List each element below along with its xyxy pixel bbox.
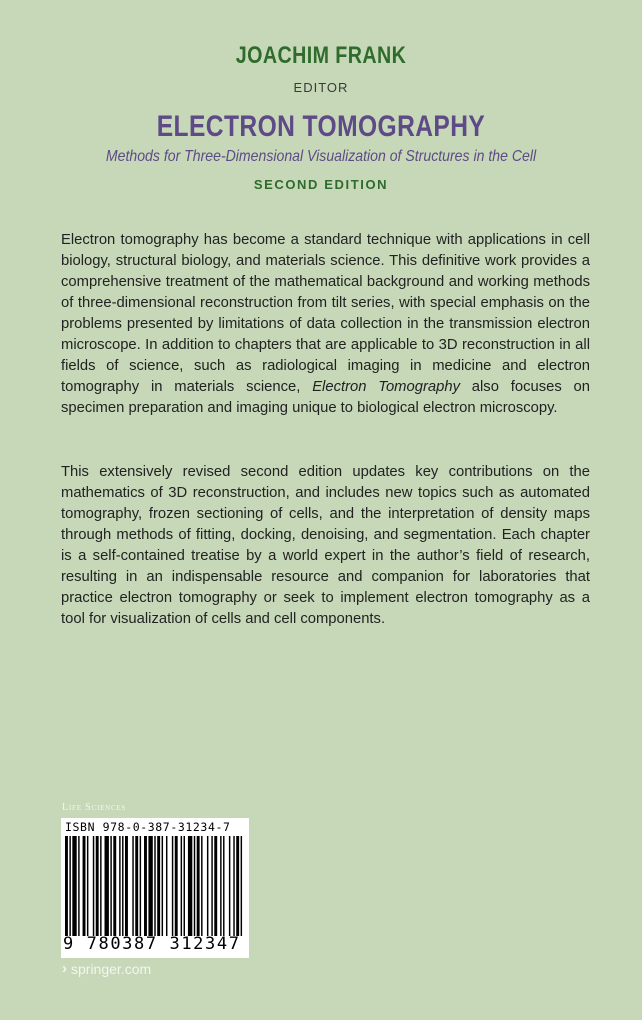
barcode-bar <box>65 836 68 936</box>
category-label: Life Sciences <box>62 802 127 813</box>
barcode-bar <box>135 836 138 936</box>
barcode-bar <box>148 836 152 936</box>
barcode-bar <box>220 836 221 936</box>
barcode-bar <box>78 836 79 936</box>
barcode-bar <box>144 836 147 936</box>
barcode-bar <box>69 836 70 936</box>
barcode-bar <box>125 836 128 936</box>
barcode-bar <box>140 836 141 936</box>
publisher-url: springer.com <box>71 960 152 977</box>
barcode-bar <box>194 836 195 936</box>
barcode-bar <box>236 836 239 936</box>
barcode-bar <box>166 836 167 936</box>
barcode-bar <box>172 836 173 936</box>
barcode-bar <box>175 836 178 936</box>
barcode-bar <box>83 836 86 936</box>
barcode-bar <box>201 836 202 936</box>
barcode-bar <box>72 836 76 936</box>
barcode-bar <box>154 836 155 936</box>
barcode-bar <box>100 836 101 936</box>
isbn-number: ISBN 978-0-387-31234-7 <box>65 820 231 834</box>
barcode-bar <box>211 836 212 936</box>
barcode-bar <box>241 836 242 936</box>
barcode-bar <box>105 836 109 936</box>
book-title: ELECTRON TOMOGRAPHY <box>156 110 486 143</box>
chevron-right-icon: › <box>62 960 67 977</box>
description-text: Electron tomography has become a standard technique with applications in cell biology, structural biology, and materials science. This definitive work provides a comprehensive treatment of the mathematical background and working methods of three-dimensional reconstruction from tilt series, with special emphasis on the problems presented by limitations of data collection in the transmission electron microscope. In addition to chapters that are applicable to 3D reconstruction in all fields of science, such as radiological imaging in medicine and electron tomography in materials science, <box>61 232 590 395</box>
barcode-bar <box>162 836 163 936</box>
barcode-bar <box>181 836 182 936</box>
barcode-bar <box>113 836 116 936</box>
barcode-bar <box>188 836 192 936</box>
book-subtitle: Methods for Three-Dimensional Visualization of Structures in the Cell <box>105 148 537 165</box>
description-paragraph-1 <box>61 230 590 419</box>
publisher-link[interactable] <box>62 960 151 977</box>
barcode-bars <box>65 836 245 936</box>
barcode-bar <box>122 836 123 936</box>
author-name: JOACHIM FRANK <box>235 42 407 69</box>
barcode-bar <box>132 836 133 936</box>
description-text: also focuses on specimen preparation and imaging unique to biological electron microscopy. <box>61 379 590 416</box>
editor-label: EDITOR <box>293 80 349 95</box>
barcode-bar <box>214 836 217 936</box>
barcode-digits: 9 780387 312347 <box>63 934 241 954</box>
isbn-barcode <box>61 818 249 958</box>
barcode-bar <box>229 836 230 936</box>
barcode-bar <box>87 836 88 936</box>
barcode-bar <box>93 836 94 936</box>
barcode-bar <box>96 836 99 936</box>
edition-label: SECOND EDITION <box>253 177 389 192</box>
barcode-bar <box>197 836 200 936</box>
barcode-bar <box>207 836 208 936</box>
barcode-bar <box>233 836 234 936</box>
barcode-bar <box>184 836 185 936</box>
barcode-bar <box>157 836 160 936</box>
book-title-inline: Electron Tomography <box>312 379 460 395</box>
barcode-bar <box>110 836 111 936</box>
description-paragraph-2: This extensively revised second edition updates key contributions on the mathematics of 3D reconstruction, and includes new topics such as automated tomography, frozen sectioning of cells, and the interpretation of density maps through methods of fitting, docking, denoising, and segmentation. Each chapter is a self-contained treatise by a world expert in the author’s field of research, resulting in an indispensable resource and companion for laboratories that practice electron tomography or seek to implement electron tomography as a tool for visualization of cells and cell components. <box>61 464 590 627</box>
barcode-bar <box>223 836 224 936</box>
barcode-bar <box>119 836 120 936</box>
